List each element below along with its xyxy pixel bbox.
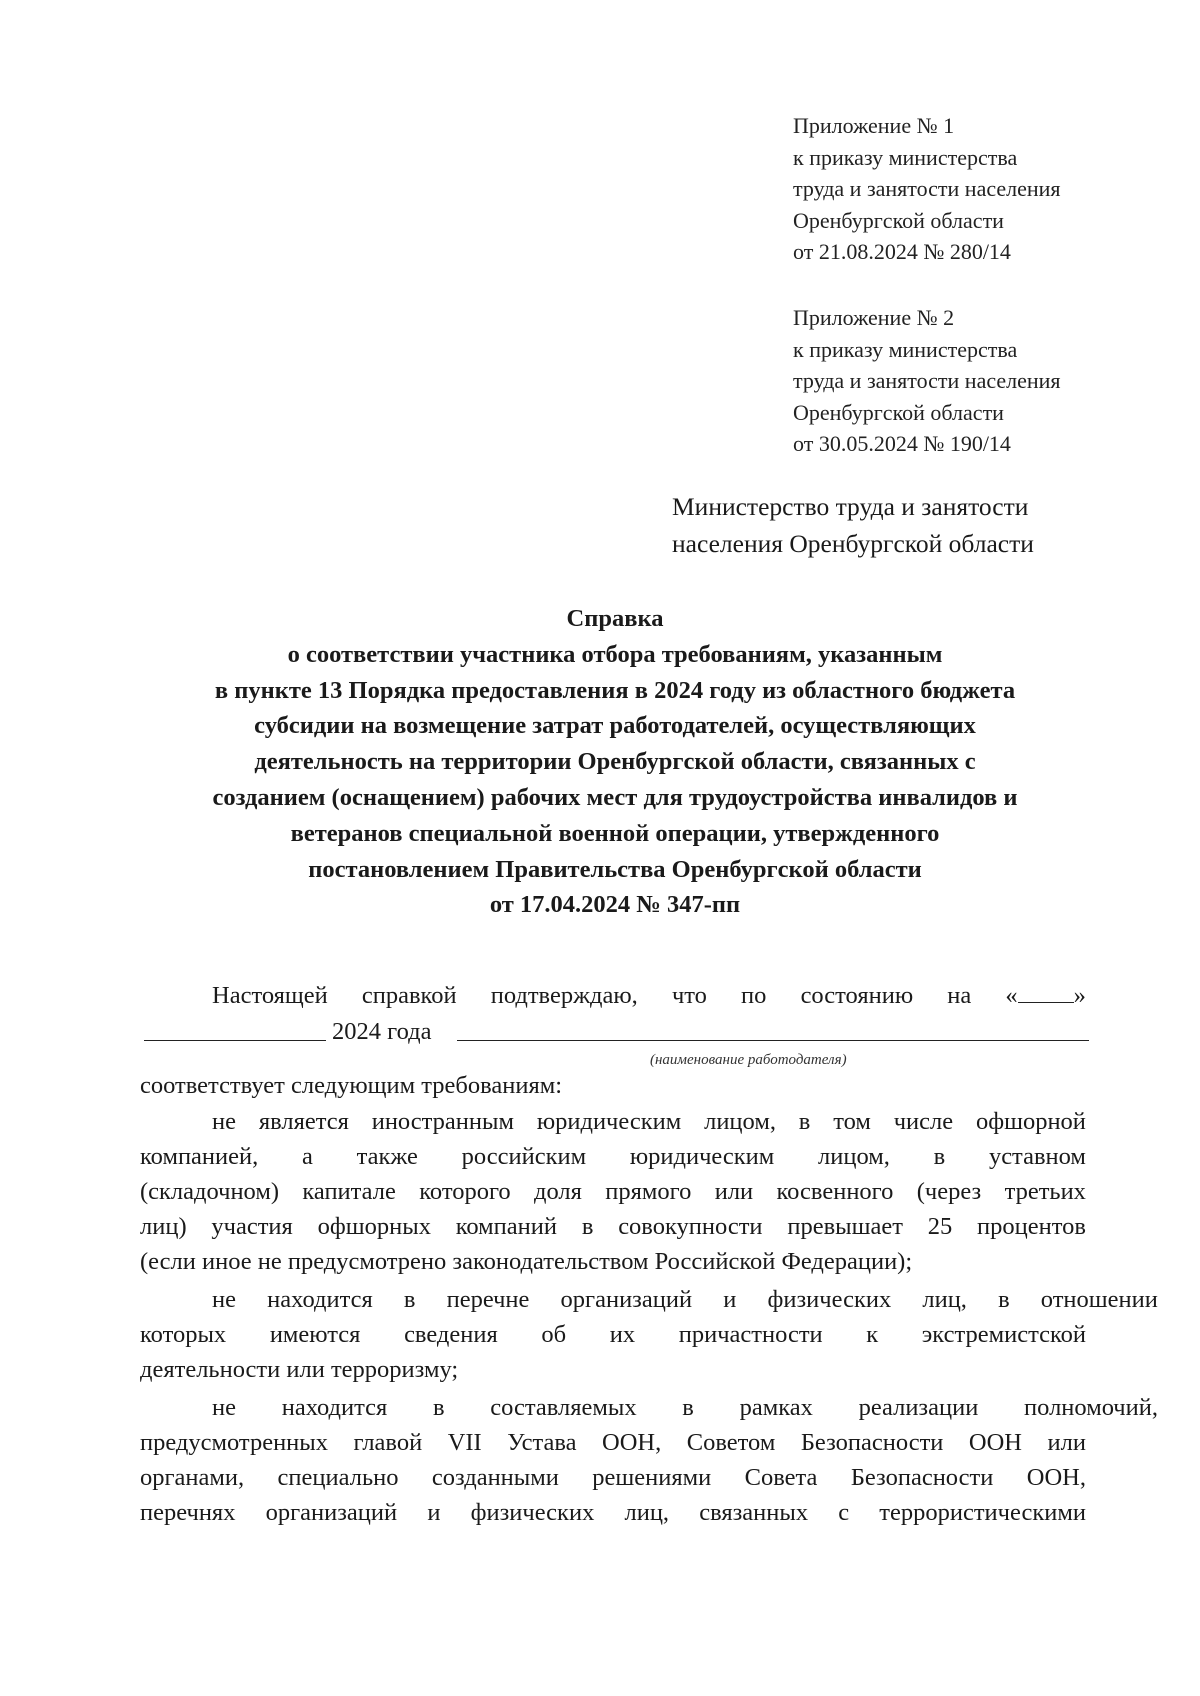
word: об (541, 1321, 567, 1348)
word: VII (447, 1429, 482, 1456)
word: Безопасности (850, 1464, 994, 1491)
word: лиц, (624, 1499, 670, 1526)
intro-statement (140, 978, 1086, 1013)
appendix-1-line: Оренбургской области (793, 207, 1004, 233)
date-line (140, 1014, 1086, 1049)
appendix-2-header (793, 302, 1173, 460)
word: третьих (1004, 1178, 1086, 1205)
requirement-line: деятельности или терроризму; (140, 1356, 459, 1383)
word: 25 (927, 1213, 953, 1240)
word: отношении (1040, 1286, 1158, 1313)
word: составляемых (490, 1394, 637, 1421)
appendix-1-line: к приказу министерства (793, 144, 1018, 170)
appendix-1-line: от 21.08.2024 № 280/14 (793, 239, 1011, 264)
word: не (212, 1394, 236, 1421)
appendix-2-line: Приложение № 2 (793, 305, 955, 330)
word: лицом, (818, 1143, 890, 1170)
intro-word: состоянию (800, 982, 914, 1009)
word: созданными (431, 1464, 559, 1491)
month-blank[interactable] (144, 1040, 326, 1041)
requirement-1 (140, 1104, 1086, 1279)
requirement-line (140, 1460, 1086, 1495)
word: лиц) (140, 1213, 187, 1240)
word: Совета (744, 1464, 818, 1491)
appendix-2-line: труда и занятости населения (793, 368, 1061, 393)
title-line: постановлением Правительства Оренбургской области (308, 855, 922, 883)
word: не (212, 1108, 236, 1135)
word: и (427, 1499, 441, 1526)
word: юридическим (629, 1143, 775, 1170)
requirement-line (140, 1317, 1086, 1352)
addressee (672, 488, 1132, 562)
word: российским (461, 1143, 587, 1170)
word: превышает (787, 1213, 903, 1240)
word: предусмотренных (140, 1429, 328, 1456)
word: совокупности (618, 1213, 763, 1240)
word: косвенного (776, 1178, 894, 1205)
day-field[interactable] (1005, 978, 1086, 1013)
word: которого (419, 1178, 511, 1205)
conforms-text: соответствует следующим требованиям: (140, 1072, 563, 1099)
title-line: ветеранов специальной военной операции, утвержденного (290, 819, 940, 847)
word: физических (767, 1286, 892, 1313)
intro-word: Настоящей (212, 982, 328, 1009)
employer-name-blank[interactable] (457, 1040, 1089, 1041)
word: в (998, 1286, 1010, 1313)
word: организаций (265, 1499, 398, 1526)
word: или (714, 1178, 754, 1205)
word: ООН, (602, 1429, 662, 1456)
word: офшорных (317, 1213, 431, 1240)
word: и (723, 1286, 737, 1313)
title-line: о соответствии участника отбора требованиям, указанным (287, 640, 943, 668)
word: в (403, 1286, 416, 1313)
intro-word: справкой (361, 982, 457, 1009)
word: реализации (858, 1394, 979, 1421)
word: их (609, 1321, 636, 1348)
title-line: в пункте 13 Порядка предоставления в 2024 году из областного бюджета (214, 676, 1016, 704)
word: специально (277, 1464, 399, 1491)
word: ООН, (1026, 1464, 1086, 1491)
word: прямого (605, 1178, 692, 1205)
title-line: деятельность на территории Оренбургской области, связанных с (254, 748, 976, 776)
quote-open: « (1005, 982, 1018, 1009)
word: органами, (140, 1464, 245, 1491)
word: иностранным (371, 1108, 514, 1135)
word: участия (211, 1213, 293, 1240)
word: а (302, 1143, 313, 1170)
word: сведения (404, 1321, 498, 1348)
employer-name-caption: (наименование работодателя) (650, 1052, 847, 1068)
word: в (798, 1108, 811, 1135)
requirement-line: (если иное не предусмотрено законодательством Российской Федерации); (140, 1248, 913, 1275)
word: находится (267, 1286, 373, 1313)
word: к (866, 1321, 879, 1348)
appendix-2-line: от 30.05.2024 № 190/14 (793, 431, 1011, 456)
addressee-line: Министерство труда и занятости (672, 492, 1029, 521)
word: решениями (592, 1464, 712, 1491)
word: юридическим (536, 1108, 682, 1135)
word: не (212, 1286, 236, 1313)
word: является (258, 1108, 349, 1135)
day-blank[interactable] (1018, 978, 1074, 1003)
document-title (135, 601, 1095, 923)
word: в (682, 1394, 694, 1421)
word: лиц, (922, 1286, 967, 1313)
word: физических (470, 1499, 595, 1526)
word: уставном (988, 1143, 1086, 1170)
word: в (933, 1143, 946, 1170)
requirement-line (140, 1209, 1086, 1244)
requirement-line (140, 1174, 1086, 1209)
addressee-line: населения Оренбургской области (672, 529, 1034, 558)
word: связанных (699, 1499, 809, 1526)
word: главой (353, 1429, 423, 1456)
title-line: от 17.04.2024 № 347-пп (489, 891, 741, 919)
intro-word: что (671, 982, 707, 1009)
word: Советом (686, 1429, 776, 1456)
word: террористическими (879, 1499, 1086, 1526)
word: (складочном) (140, 1178, 279, 1205)
word: числе (893, 1108, 954, 1135)
word: также (356, 1143, 418, 1170)
appendix-1-line: труда и занятости населения (793, 176, 1061, 201)
word: компаний (455, 1213, 558, 1240)
intro-word: подтверждаю, (490, 982, 638, 1009)
title-line: созданием (оснащением) рабочих мест для трудоустройства инвалидов и (212, 783, 1018, 811)
appendix-2-line: Оренбургской области (793, 399, 1004, 425)
word: в (581, 1213, 594, 1240)
word: полномочий, (1024, 1394, 1158, 1421)
word: в (432, 1394, 445, 1421)
requirement-3 (140, 1390, 1158, 1530)
word: перечнях (140, 1499, 236, 1526)
intro-word: на (947, 982, 972, 1009)
word: с (838, 1499, 850, 1526)
requirement-line (140, 1495, 1086, 1530)
requirement-line-text (212, 1104, 1086, 1139)
word: или (1047, 1429, 1086, 1456)
word: находится (281, 1394, 388, 1421)
word: Устава (507, 1429, 577, 1456)
word: ООН (968, 1429, 1023, 1456)
year-text: 2024 года (332, 1018, 432, 1045)
word: доля (534, 1178, 582, 1205)
appendix-1-line: Приложение № 1 (793, 113, 955, 138)
word: рамках (739, 1394, 813, 1421)
word: причастности (678, 1321, 823, 1348)
word: капитале (302, 1178, 396, 1205)
word: перечне (446, 1286, 530, 1313)
quote-close: » (1073, 982, 1086, 1009)
requirement-line (140, 1282, 1158, 1317)
requirement-line (140, 1104, 1086, 1139)
word: офшорной (975, 1108, 1086, 1135)
title-line: субсидии на возмещение затрат работодателей, осуществляющих (254, 712, 976, 740)
word: которых (140, 1321, 227, 1348)
word: лицом, (704, 1108, 776, 1135)
word: компанией, (140, 1143, 259, 1170)
requirement-line (140, 1139, 1086, 1174)
word: процентов (977, 1213, 1086, 1240)
word: экстремистской (921, 1321, 1086, 1348)
intro-word: по (741, 982, 767, 1009)
appendix-2-line: к приказу министерства (793, 336, 1018, 362)
title-line: Справка (566, 605, 664, 632)
word: Безопасности (800, 1429, 944, 1456)
requirement-line (140, 1390, 1158, 1425)
requirement-2 (140, 1282, 1158, 1387)
word: имеются (269, 1321, 361, 1348)
word: том (833, 1108, 871, 1135)
word: организаций (560, 1286, 693, 1313)
requirement-line (140, 1425, 1086, 1460)
word: (через (916, 1178, 982, 1205)
appendix-1-header (793, 110, 1173, 268)
